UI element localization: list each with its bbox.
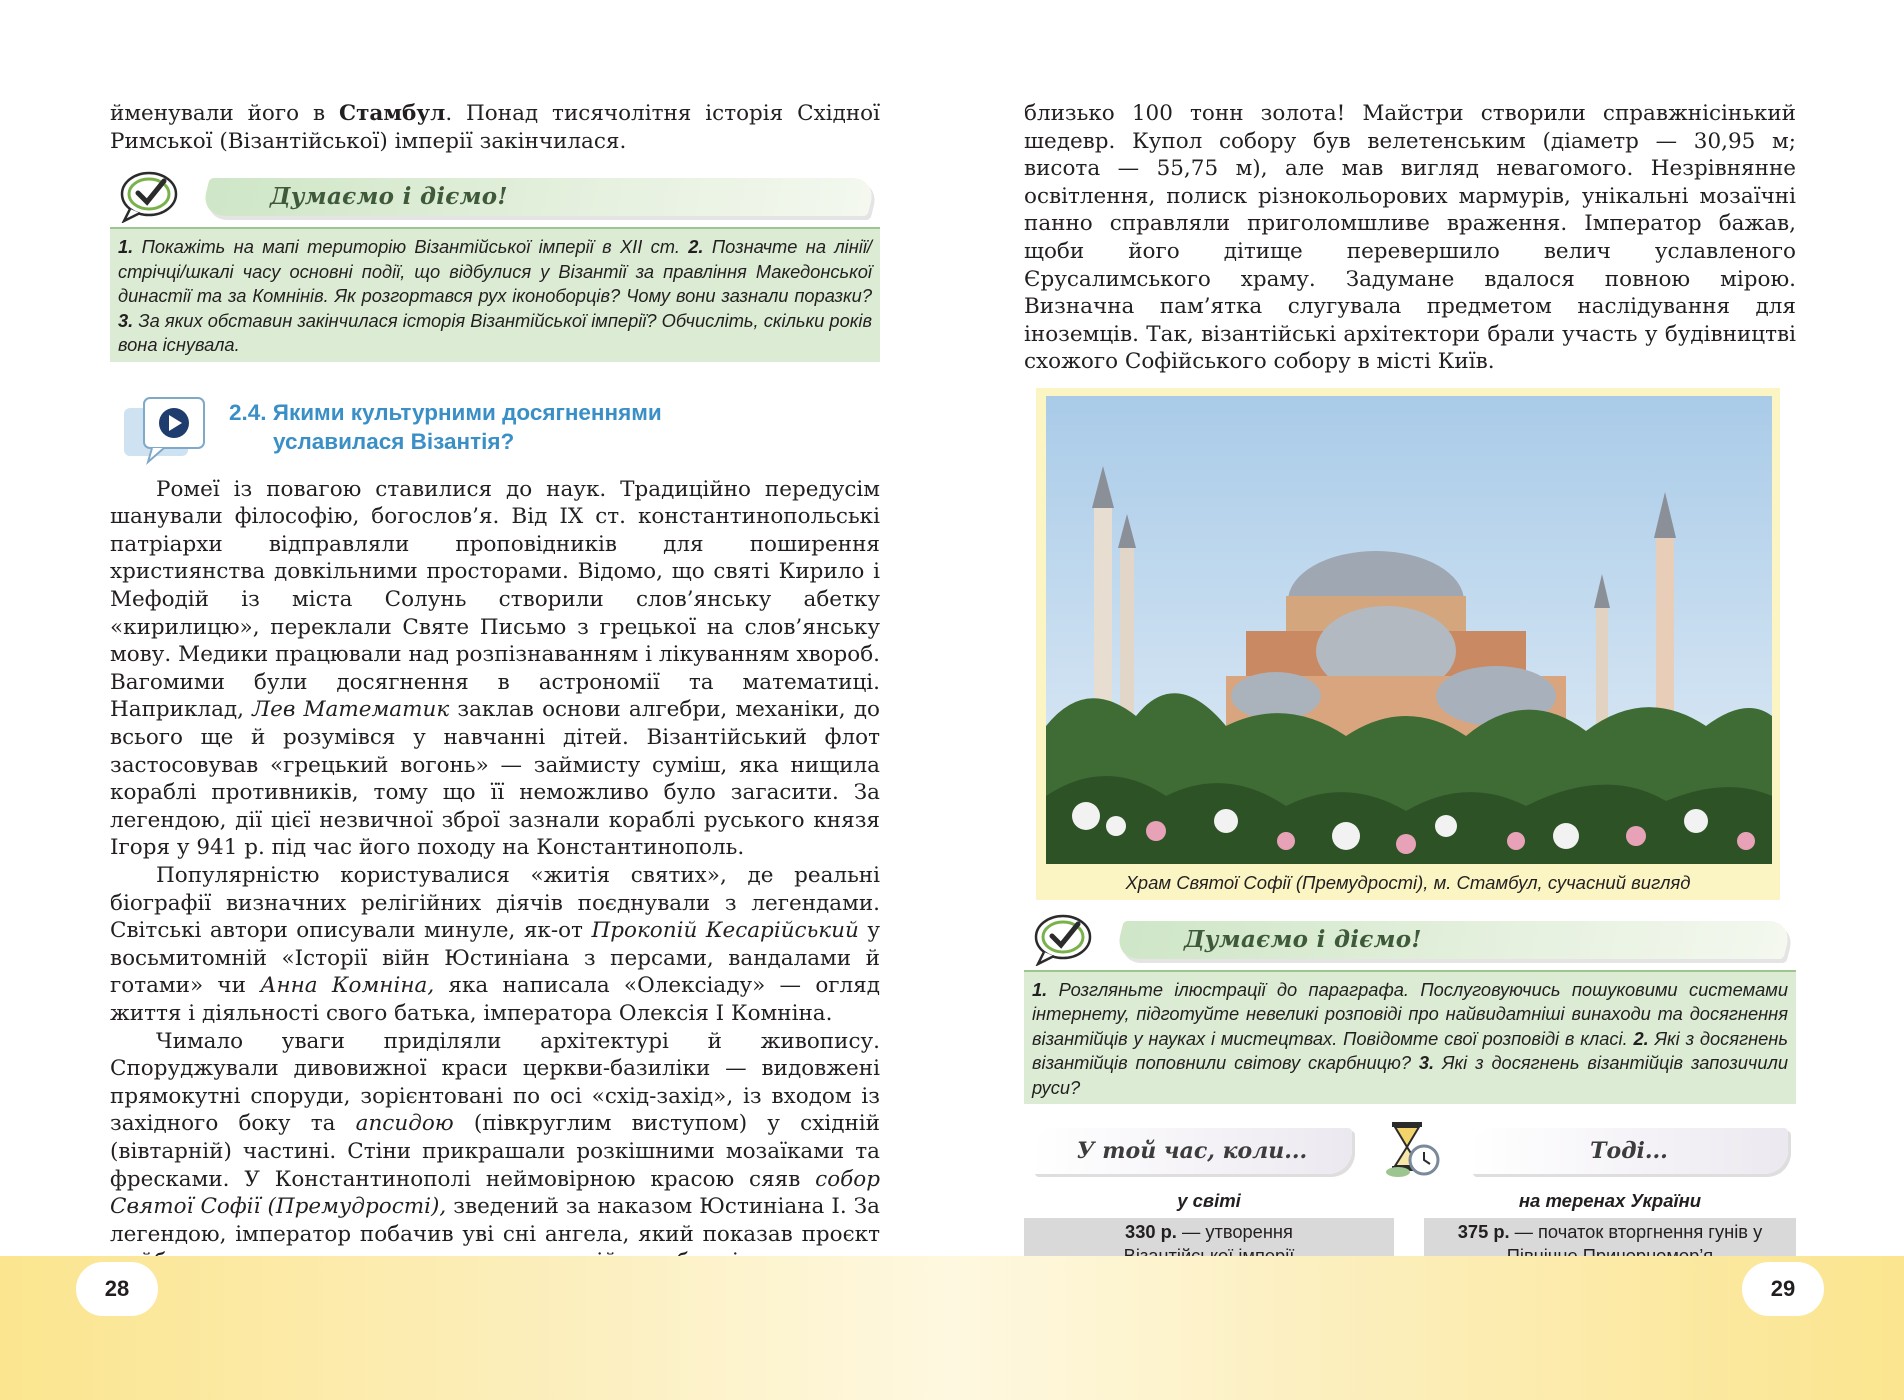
paragraph-continuation: близько 100 тонн золота! Майстри створили справжнісінький шедевр. Купол собору був велетенським (діаметр — 30,95 м; висота — 55,75 м), але мав вигляд невагомого. Незрівнянне освітлення, полиск різнокольорових мармурів, унікальні мозаїчні панно справляли приголомшливе враження. Імператор бажав, щоби його дітище перевершило велич уславленого Єрусалимського храму. Задумане вдалося повною мірою. Визначна пам’ятка слугувала предметом наслідування для іноземців. Так, візантійські архітектори брали участь у будівництві схожого Софійського собору в місті Київ. (1024, 101, 1796, 375)
italic-name: Анна Комніна, (260, 973, 435, 999)
italic-term: апсидою (355, 1111, 454, 1137)
timeline-column-world: у світі (1177, 1190, 1241, 1212)
task-number: 2. (688, 236, 704, 258)
paragraph-sciences (110, 476, 880, 862)
timeline-banner-left (1032, 1128, 1352, 1174)
event-year: 330 р. (1125, 1221, 1177, 1243)
event-year: 375 р. (1457, 1221, 1510, 1243)
right-page-column (1024, 100, 1796, 1270)
photo-caption: Храм Святої Софії (Премудрості), м. Стамбул, сучасний вигляд (1125, 871, 1691, 893)
checkmark-bubble-icon (118, 169, 184, 223)
text-run: Ромеї із повагою ставилися до наук. Традиційно передусім шанували філософію, богослов’я. Від IX ст. константинопольські патріархи відправляли проповідників для поширення християнства довкільними просторами. Відомо, що святі Кирило і Мефодій із міста Солунь створили слов’янську абетку «кирилицю», переклали Святе Письмо з грецької на слов’янську мову. Медики працювали над розпізнаванням і лікуванням хвороб. Вагомими були досягнення в астрономії та математиці. Наприклад, (110, 476, 880, 723)
section-title (229, 398, 662, 456)
timeline-header (1024, 1116, 1796, 1188)
text-run: зведений за наказом Юстиніана I. За легендою, імператор побачив уві сні ангела, який показав проєкт (110, 1194, 880, 1247)
paragraph-architecture (110, 1028, 880, 1276)
task-text: Розгляньте ілюстрації до параграфа. Послуговуючись пошуковими системами інтернету, підготуйте невеликі розповіді про найвидатніші винаходи та досягнення візантійців у науках і мистецтвах. Повідомте свої розповіді в класі. (1032, 978, 1788, 1049)
task-number: 1. (1032, 978, 1048, 1000)
think-body (1024, 970, 1796, 1105)
left-page-column (110, 100, 880, 1276)
page-number-right: 29 (1742, 1262, 1824, 1316)
page-number-left: 28 (76, 1262, 158, 1316)
timeline-column-ukraine: на теренах України (1518, 1190, 1702, 1212)
task-number: 1. (118, 236, 134, 258)
text-run: Чимало уваги приділяли архітектурі й живопису. Споруджували дивовижної краси церкви-базиліки — видовжені прямокутні споруди, зорієнтовані по осі «схід-захід», із входом із західного боку та (110, 1028, 880, 1137)
event-text: — утворення (1176, 1221, 1293, 1243)
think-body (110, 227, 880, 362)
task-text: Позначте на лінії/стрічці/шкалі часу основні події, що відбулися у Візантії за правління Македонської династії та за Комнінів. Як розгортався рух іконоборців? Чому вони зазнали поразки? (118, 236, 872, 307)
think-header (1024, 910, 1796, 970)
timeline-banner-right-label: Тоді... (1590, 1138, 1668, 1165)
hourglass-clock-icon (1378, 1120, 1444, 1180)
task-text: Покажіть на мапі територію Візантійської імперії в XII ст. (133, 236, 689, 258)
task-text: Які з досягнень візантійців запозичили руси? (1032, 1052, 1789, 1098)
video-play-bubble-icon (122, 394, 214, 470)
text-run: (півкруглим виступом) у східній (вівтарній) частині. Стіни прикрашали розкішними мозаїками та фресками. У Константинополі неймовірною красою сяяв (110, 1111, 880, 1192)
task-text: За яких обставин закінчилася історія Візантійської імперії? Обчисліть, скільки років вона існувала. (118, 309, 872, 356)
paragraph-literature (110, 862, 880, 1028)
italic-term: собор Святої Софії (Премудрості), (110, 1166, 880, 1220)
task-number: 2. (1633, 1027, 1649, 1049)
timeline-banner-right (1470, 1128, 1788, 1174)
timeline-banner-left-label: У той час, коли... (1076, 1138, 1308, 1165)
think-title: Думаємо і діємо! (1184, 925, 1422, 953)
intro-text-end: . Понад тисячолітня історія Східної Римської (Візантійської) імперії закінчилася. (110, 101, 880, 154)
text-run: заклав основи алгебри, механіки, до всього ще й розумівся у навчанні дітей. Візантійський флот застосовував «грецький вогонь» — займисту суміш, яка нищила кораблі противників, тому що її неможливо було загасити. За легендою, дії цієї незвичної зброї зазнали кораблі руського князя Ігоря у 941 р. під час його походу на Константинополь. (110, 697, 880, 861)
hagia-sophia-photo (1046, 396, 1772, 864)
task-number: 3. (118, 309, 134, 331)
intro-paragraph (110, 100, 880, 155)
istanbul-bold: Стамбул (339, 101, 446, 126)
page-footer-band (0, 1256, 1904, 1400)
text-run: яка написала «Олексіаду» — огляд життя і діяльності свого батька, імператора Олексія I Комніна. (110, 973, 880, 1026)
italic-name: Прокопій Кесарійський (591, 918, 859, 944)
section-title-line-1: 2.4. Якими культурними досягненнями (229, 399, 662, 425)
photo-figure (1036, 388, 1780, 900)
italic-name: Лев Математик (252, 697, 450, 723)
checkmark-bubble-icon (1032, 912, 1098, 966)
event-text: — початок вторгнення гунів у (1509, 1221, 1763, 1243)
intro-text: йменували його в (110, 101, 339, 126)
text-run: у восьмитомній «Історії війн Юстиніана з персами, вандалами й готами» чи (110, 918, 881, 999)
section-heading (110, 394, 880, 476)
task-text: Які з досягнень візантійців поповнили світову скарбницю? (1032, 1027, 1788, 1074)
think-header (110, 167, 880, 227)
text-run: Популярністю користувалися «житія святих», де реальні біографії визначних релігійних діячів поєднували з легендами. Світські автори описували минуле, як-от (110, 863, 880, 944)
think-and-do-box-2 (1024, 910, 1796, 1105)
think-title: Думаємо і діємо! (270, 183, 508, 211)
think-and-do-box-1 (110, 167, 880, 362)
task-number: 3. (1418, 1052, 1435, 1074)
section-title-line-2: уславилася Візантія? (273, 428, 515, 454)
